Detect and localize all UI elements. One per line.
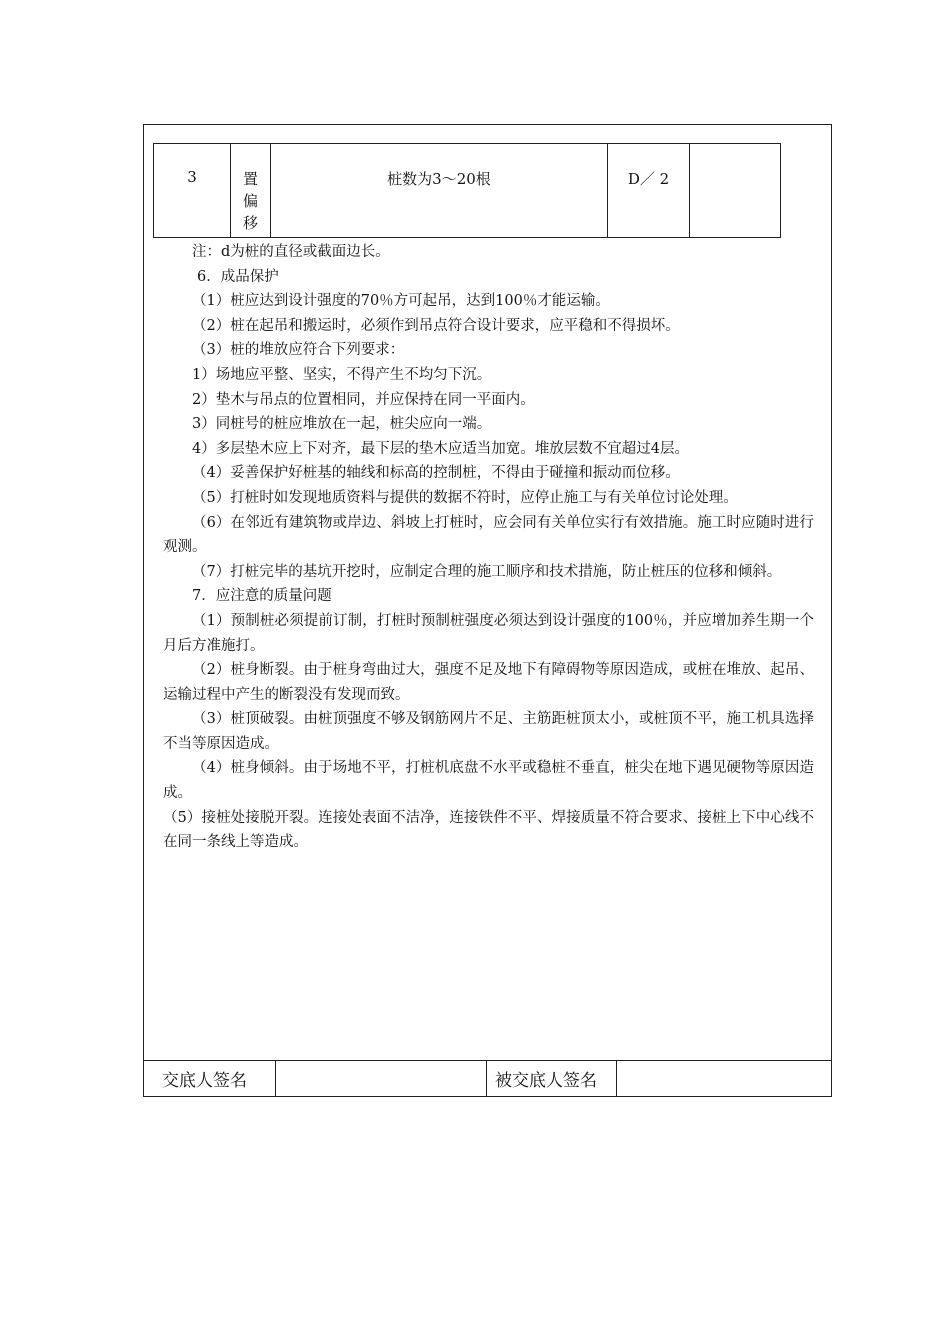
note-paragraph: 4）多层垫木应上下对齐，最下层的垫木应适当加宽。堆放层数不宜超过4层。 [192, 440, 689, 457]
note-paragraph: （3）桩的堆放应符合下列要求： [192, 342, 405, 359]
condition-cell: 桩数为3～20根 [271, 144, 608, 237]
note-paragraph: 3）同桩号的桩应堆放在一起，桩尖应向一端。 [192, 416, 492, 433]
item-char: 偏 [242, 192, 258, 210]
signature-row [143, 1060, 832, 1097]
item-char: 移 [242, 214, 258, 232]
note-paragraph: 1）场地应平整、坚实，不得产生不均匀下沉。 [192, 366, 492, 383]
item-cell [231, 144, 271, 237]
tolerance-cell: D／ 2 [608, 144, 690, 237]
note-paragraph: 7．应注意的质量问题 [192, 588, 332, 605]
note-paragraph: （2）桩在起吊和搬运时，必须作到吊点符合设计要求，应平稳和不得损坏。 [192, 317, 680, 334]
note-paragraph: 6．成品保护 [197, 268, 279, 285]
notes-body [163, 240, 814, 855]
note-paragraph: （3）桩顶破裂。由桩顶强度不够及钢筋网片不足、主筋距桩顶太小，或桩顶不平，施工机具选择不当等原因造成。 [163, 711, 814, 752]
extra-cell [690, 144, 780, 237]
note-paragraph: （7）打桩完毕的基坑开挖时，应制定合理的施工顺序和技术措施，防止桩压的位移和倾斜。 [192, 563, 782, 580]
note-paragraph: （5）接桩处接脱开裂。连接处表面不洁净，连接铁件不平、焊接质量不符合要求、接桩上下中心线不在同一条线上等造成。 [163, 809, 814, 851]
note-paragraph: 2）垫木与吊点的位置相同，并应保持在同一平面内。 [192, 391, 535, 408]
note-paragraph: （2）桩身断裂。由于桩身弯曲过大，强度不足及地下有障碍物等原因造成，或桩在堆放、起吊、运输过程中产生的断裂没有发现而致。 [163, 662, 814, 703]
giver-label: 交底人签名 [143, 1061, 276, 1097]
note-paragraph: （4）妥善保护好桩基的轴线和标高的控制桩，不得由于碰撞和振动而位移。 [192, 465, 680, 482]
note-paragraph: 注：d为桩的直径或截面边长。 [192, 244, 390, 260]
row-number-cell: 3 [154, 144, 231, 237]
note-paragraph: （6）在邻近有建筑物或岸边、斜坡上打桩时，应会同有关单位实行有效措施。施工时应随时进行观测。 [163, 514, 814, 556]
note-paragraph: （1）预制桩必须提前订制，打桩时预制桩强度必须达到设计强度的100％，并应增加养生期一个月后方准施打。 [163, 612, 814, 654]
note-paragraph: （5）打桩时如发现地质资料与提供的数据不符时，应停止施工与有关单位讨论处理。 [192, 489, 738, 506]
tolerance-table [153, 143, 781, 238]
receiver-label: 被交底人签名 [487, 1061, 617, 1097]
receiver-signature-field[interactable] [617, 1061, 831, 1097]
giver-signature-field[interactable] [276, 1061, 487, 1097]
note-paragraph: （1）桩应达到设计强度的70％方可起吊，达到100％才能运输。 [192, 293, 610, 310]
item-char: 置 [242, 170, 258, 188]
note-paragraph: （4）桩身倾斜。由于场地不平，打桩机底盘不水平或稳桩不垂直，桩尖在地下遇见硬物等原因造成。 [163, 760, 814, 802]
